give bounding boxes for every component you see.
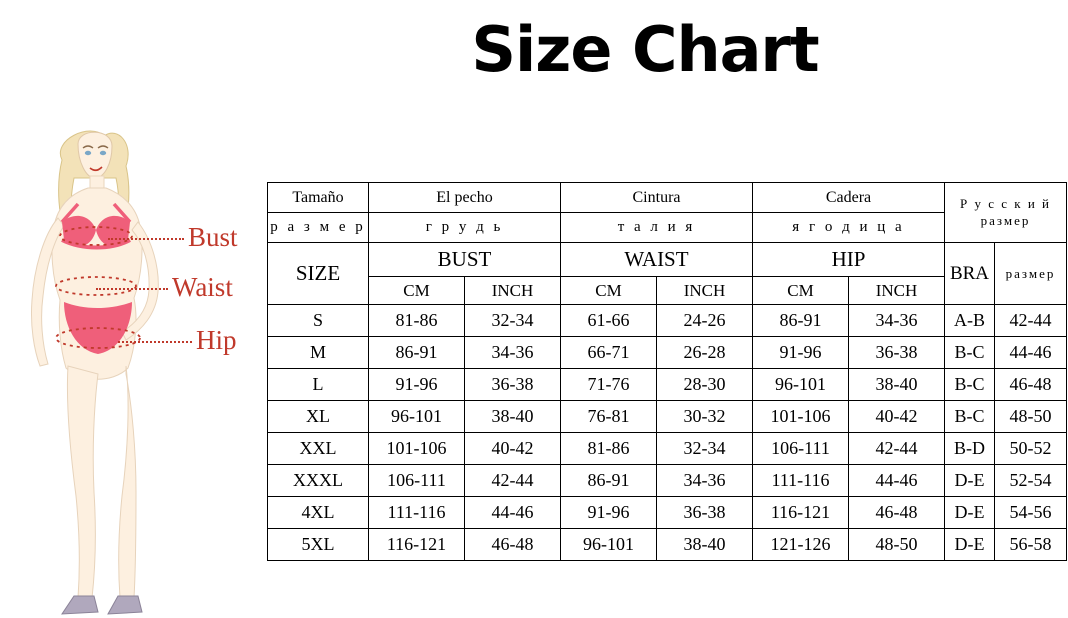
- table-header-english: [268, 243, 1067, 277]
- header-hip-ru: я г о д и ц а: [753, 213, 945, 243]
- cell-hip-cm: 121-126: [753, 529, 849, 561]
- cell-hip-cm: 96-101: [753, 369, 849, 401]
- table-row: [268, 369, 1067, 401]
- body-illustration: [0, 100, 270, 618]
- cell-size: XL: [268, 401, 369, 433]
- header-size-en: SIZE: [268, 243, 369, 305]
- cell-bust-inch: 46-48: [465, 529, 561, 561]
- cell-hip-inch: 36-38: [849, 337, 945, 369]
- cell-bra: B-C: [945, 337, 995, 369]
- cell-waist-inch: 32-34: [657, 433, 753, 465]
- cell-bust-cm: 86-91: [369, 337, 465, 369]
- cell-size: XXXL: [268, 465, 369, 497]
- unit-bust-inch: INCH: [465, 277, 561, 305]
- cell-waist-cm: 91-96: [561, 497, 657, 529]
- table-row: [268, 337, 1067, 369]
- cell-size: L: [268, 369, 369, 401]
- header-waist-es: Cintura: [561, 183, 753, 213]
- cell-waist-inch: 26-28: [657, 337, 753, 369]
- cell-waist-cm: 86-91: [561, 465, 657, 497]
- header-hip-en: HIP: [753, 243, 945, 277]
- header-russian-size-sub: размер: [995, 243, 1067, 305]
- cell-hip-cm: 101-106: [753, 401, 849, 433]
- header-bust-ru: г р у д ь: [369, 213, 561, 243]
- header-bust-es: El pecho: [369, 183, 561, 213]
- cell-hip-cm: 111-116: [753, 465, 849, 497]
- cell-bust-cm: 111-116: [369, 497, 465, 529]
- cell-ru-size: 56-58: [995, 529, 1067, 561]
- cell-bra: D-E: [945, 465, 995, 497]
- cell-bust-inch: 36-38: [465, 369, 561, 401]
- cell-bust-inch: 32-34: [465, 305, 561, 337]
- cell-size: XXL: [268, 433, 369, 465]
- header-waist-en: WAIST: [561, 243, 753, 277]
- cell-waist-inch: 24-26: [657, 305, 753, 337]
- cell-waist-cm: 66-71: [561, 337, 657, 369]
- cell-waist-cm: 96-101: [561, 529, 657, 561]
- page-title: Size Chart: [471, 13, 819, 86]
- cell-bra: D-E: [945, 497, 995, 529]
- cell-hip-cm: 106-111: [753, 433, 849, 465]
- cell-ru-size: 44-46: [995, 337, 1067, 369]
- cell-waist-inch: 38-40: [657, 529, 753, 561]
- cell-ru-size: 46-48: [995, 369, 1067, 401]
- cell-bust-inch: 40-42: [465, 433, 561, 465]
- cell-waist-inch: 28-30: [657, 369, 753, 401]
- table-row: [268, 497, 1067, 529]
- table-row: [268, 433, 1067, 465]
- header-russian-line1: Р у с с к и й: [960, 196, 1051, 212]
- cell-waist-inch: 36-38: [657, 497, 753, 529]
- cell-hip-inch: 46-48: [849, 497, 945, 529]
- waist-leader-line: [96, 288, 168, 290]
- cell-waist-inch: 34-36: [657, 465, 753, 497]
- bust-callout: Bust: [188, 222, 238, 252]
- cell-size: 4XL: [268, 497, 369, 529]
- hip-callout: Hip: [196, 325, 237, 355]
- table-row: [268, 465, 1067, 497]
- cell-bust-cm: 81-86: [369, 305, 465, 337]
- table-row: [268, 401, 1067, 433]
- header-waist-ru: т а л и я: [561, 213, 753, 243]
- waist-callout: Waist: [172, 272, 233, 302]
- unit-hip-cm: CM: [753, 277, 849, 305]
- size-chart-table: [267, 182, 1067, 561]
- header-bra: BRA: [945, 243, 995, 305]
- cell-bust-cm: 96-101: [369, 401, 465, 433]
- table-row: [268, 529, 1067, 561]
- cell-hip-cm: 86-91: [753, 305, 849, 337]
- cell-bra: B-D: [945, 433, 995, 465]
- cell-bust-inch: 38-40: [465, 401, 561, 433]
- cell-bust-inch: 42-44: [465, 465, 561, 497]
- cell-bra: A-B: [945, 305, 995, 337]
- cell-size: M: [268, 337, 369, 369]
- unit-waist-inch: INCH: [657, 277, 753, 305]
- cell-hip-cm: 91-96: [753, 337, 849, 369]
- hip-leader-line: [118, 341, 192, 343]
- unit-waist-cm: CM: [561, 277, 657, 305]
- cell-hip-inch: 38-40: [849, 369, 945, 401]
- cell-ru-size: 52-54: [995, 465, 1067, 497]
- cell-bust-inch: 34-36: [465, 337, 561, 369]
- cell-waist-cm: 61-66: [561, 305, 657, 337]
- cell-waist-cm: 81-86: [561, 433, 657, 465]
- bust-leader-line: [108, 238, 184, 240]
- cell-hip-inch: 48-50: [849, 529, 945, 561]
- cell-bust-cm: 116-121: [369, 529, 465, 561]
- cell-bust-cm: 101-106: [369, 433, 465, 465]
- cell-hip-inch: 40-42: [849, 401, 945, 433]
- cell-hip-inch: 42-44: [849, 433, 945, 465]
- cell-ru-size: 50-52: [995, 433, 1067, 465]
- header-bust-en: BUST: [369, 243, 561, 277]
- cell-waist-cm: 71-76: [561, 369, 657, 401]
- cell-hip-inch: 44-46: [849, 465, 945, 497]
- cell-hip-inch: 34-36: [849, 305, 945, 337]
- header-russian-line2: размер: [980, 212, 1031, 228]
- header-size-ru: р а з м е р: [268, 213, 369, 243]
- cell-ru-size: 54-56: [995, 497, 1067, 529]
- unit-hip-inch: INCH: [849, 277, 945, 305]
- cell-hip-cm: 116-121: [753, 497, 849, 529]
- cell-bra: D-E: [945, 529, 995, 561]
- header-russian-size: [945, 183, 1067, 243]
- header-size-es: Tamaño: [268, 183, 369, 213]
- cell-bust-inch: 44-46: [465, 497, 561, 529]
- cell-size: S: [268, 305, 369, 337]
- cell-waist-inch: 30-32: [657, 401, 753, 433]
- cell-ru-size: 48-50: [995, 401, 1067, 433]
- cell-bra: B-C: [945, 401, 995, 433]
- unit-bust-cm: CM: [369, 277, 465, 305]
- cell-ru-size: 42-44: [995, 305, 1067, 337]
- female-figure-icon: [0, 100, 270, 618]
- table-header-spanish: [268, 183, 1067, 213]
- cell-bra: B-C: [945, 369, 995, 401]
- cell-bust-cm: 91-96: [369, 369, 465, 401]
- cell-bust-cm: 106-111: [369, 465, 465, 497]
- cell-size: 5XL: [268, 529, 369, 561]
- size-chart-table-wrapper: [267, 182, 1067, 561]
- table-row: [268, 305, 1067, 337]
- header-hip-es: Cadera: [753, 183, 945, 213]
- cell-waist-cm: 76-81: [561, 401, 657, 433]
